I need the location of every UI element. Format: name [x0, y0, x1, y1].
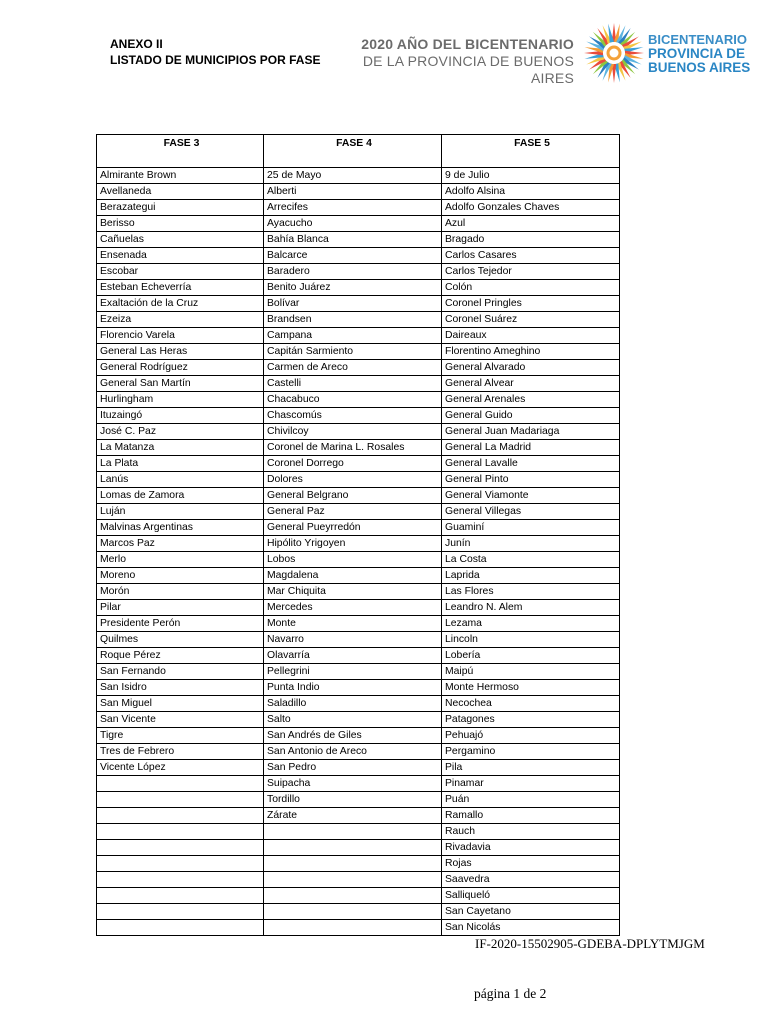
table-cell: Berisso	[97, 216, 264, 232]
table-cell: Florentino Ameghino	[442, 344, 620, 360]
sun-seal-icon	[583, 22, 645, 84]
table-row	[97, 280, 620, 296]
table-cell: Chacabuco	[264, 392, 442, 408]
table-cell: Castelli	[264, 376, 442, 392]
table-row	[97, 504, 620, 520]
table-cell: Bahía Blanca	[264, 232, 442, 248]
table-cell: Morón	[97, 584, 264, 600]
table-cell: Ituzaingó	[97, 408, 264, 424]
table-cell: San Miguel	[97, 696, 264, 712]
table-cell: Benito Juárez	[264, 280, 442, 296]
table-cell: Guaminí	[442, 520, 620, 536]
table-row	[97, 520, 620, 536]
table-cell: Laprida	[442, 568, 620, 584]
table-cell: Campana	[264, 328, 442, 344]
table-cell	[264, 824, 442, 840]
banner-line-2: DE LA PROVINCIA DE BUENOS AIRES	[362, 53, 574, 86]
table-cell: San Cayetano	[442, 904, 620, 920]
table-row	[97, 648, 620, 664]
table-row	[97, 616, 620, 632]
table-row	[97, 824, 620, 840]
table-row	[97, 568, 620, 584]
table-row	[97, 360, 620, 376]
table-cell: Magdalena	[264, 568, 442, 584]
table-cell: Baradero	[264, 264, 442, 280]
table-cell: Exaltación de la Cruz	[97, 296, 264, 312]
table-cell: San Antonio de Areco	[264, 744, 442, 760]
table-row	[97, 856, 620, 872]
brand-line-2: PROVINCIA DE	[648, 46, 746, 61]
table-cell: Escobar	[97, 264, 264, 280]
table-cell: Monte Hermoso	[442, 680, 620, 696]
table-row	[97, 744, 620, 760]
table-cell: Adolfo Gonzales Chaves	[442, 200, 620, 216]
table-cell: Malvinas Argentinas	[97, 520, 264, 536]
table-cell	[97, 840, 264, 856]
table-cell: 25 de Mayo	[264, 168, 442, 184]
table-cell	[264, 856, 442, 872]
table-cell: Rauch	[442, 824, 620, 840]
table-cell	[97, 856, 264, 872]
table-row	[97, 808, 620, 824]
table-cell: Moreno	[97, 568, 264, 584]
table-header-row	[97, 135, 620, 168]
table-cell: Puán	[442, 792, 620, 808]
table-row	[97, 680, 620, 696]
table-row	[97, 536, 620, 552]
table-row	[97, 600, 620, 616]
table-cell	[264, 872, 442, 888]
table-cell: Lincoln	[442, 632, 620, 648]
table-cell: Bolívar	[264, 296, 442, 312]
table-cell: Pehuajó	[442, 728, 620, 744]
table-cell: Cañuelas	[97, 232, 264, 248]
table-row	[97, 312, 620, 328]
table-cell: Pinamar	[442, 776, 620, 792]
table-row	[97, 488, 620, 504]
table-cell: Chivilcoy	[264, 424, 442, 440]
table-cell: San Vicente	[97, 712, 264, 728]
table-cell	[97, 872, 264, 888]
table-row	[97, 296, 620, 312]
table-cell: Alberti	[264, 184, 442, 200]
table-cell: San Isidro	[97, 680, 264, 696]
table-row	[97, 664, 620, 680]
list-subtitle: LISTADO DE MUNICIPIOS POR FASE	[110, 53, 321, 67]
table-cell: General Rodríguez	[97, 360, 264, 376]
table-row	[97, 872, 620, 888]
table-row	[97, 632, 620, 648]
table-row	[97, 408, 620, 424]
table-cell: Coronel Dorrego	[264, 456, 442, 472]
table-cell: General San Martín	[97, 376, 264, 392]
table-row	[97, 424, 620, 440]
table-cell: Lomas de Zamora	[97, 488, 264, 504]
table-cell: San Pedro	[264, 760, 442, 776]
table-cell: Salto	[264, 712, 442, 728]
table-row	[97, 216, 620, 232]
table-cell: General Alvear	[442, 376, 620, 392]
table-row	[97, 584, 620, 600]
table-cell: Carmen de Areco	[264, 360, 442, 376]
table-cell: Ayacucho	[264, 216, 442, 232]
table-row	[97, 232, 620, 248]
table-row	[97, 712, 620, 728]
table-cell: San Andrés de Giles	[264, 728, 442, 744]
table-row	[97, 888, 620, 904]
table-cell: Chascomús	[264, 408, 442, 424]
table-cell: Quilmes	[97, 632, 264, 648]
table-row	[97, 376, 620, 392]
table-row	[97, 248, 620, 264]
table-cell: General Arenales	[442, 392, 620, 408]
table-cell: Ramallo	[442, 808, 620, 824]
table-cell: Daireaux	[442, 328, 620, 344]
column-header: FASE 5	[442, 135, 620, 168]
table-row	[97, 200, 620, 216]
table-cell: Pilar	[97, 600, 264, 616]
table-cell: Marcos Paz	[97, 536, 264, 552]
table-row	[97, 392, 620, 408]
table-row	[97, 440, 620, 456]
table-cell: Merlo	[97, 552, 264, 568]
table-cell: Lobos	[264, 552, 442, 568]
table-cell: Luján	[97, 504, 264, 520]
table-cell: Vicente López	[97, 760, 264, 776]
table-cell: General Villegas	[442, 504, 620, 520]
table-cell: Junín	[442, 536, 620, 552]
document-id: IF-2020-15502905-GDEBA-DPLYTMJGM	[475, 936, 705, 951]
table-cell: José C. Paz	[97, 424, 264, 440]
table-cell: Saladillo	[264, 696, 442, 712]
table-cell	[264, 888, 442, 904]
table-cell: Punta Indio	[264, 680, 442, 696]
table-cell	[97, 808, 264, 824]
table-cell: General Pinto	[442, 472, 620, 488]
table-row	[97, 328, 620, 344]
table-cell: 9 de Julio	[442, 168, 620, 184]
table-cell	[97, 888, 264, 904]
table-cell: San Nicolás	[442, 920, 620, 936]
table-cell: Lanús	[97, 472, 264, 488]
table-cell: Navarro	[264, 632, 442, 648]
table-cell: Olavarría	[264, 648, 442, 664]
table-cell	[97, 792, 264, 808]
table-cell	[97, 776, 264, 792]
table-cell: La Costa	[442, 552, 620, 568]
table-cell: Berazategui	[97, 200, 264, 216]
table-cell: Florencio Varela	[97, 328, 264, 344]
table-row	[97, 552, 620, 568]
table-row	[97, 472, 620, 488]
table-cell: Salliqueló	[442, 888, 620, 904]
brand-line-3: BUENOS AIRES	[648, 60, 751, 75]
table-cell: Balcarce	[264, 248, 442, 264]
table-cell: Azul	[442, 216, 620, 232]
table-cell: Hurlingham	[97, 392, 264, 408]
table-cell: Capitán Sarmiento	[264, 344, 442, 360]
table-row	[97, 760, 620, 776]
table-row	[97, 920, 620, 936]
column-header: FASE 4	[264, 135, 442, 168]
table-cell: General Guido	[442, 408, 620, 424]
table-cell: Ensenada	[97, 248, 264, 264]
table-cell: General Paz	[264, 504, 442, 520]
table-row	[97, 792, 620, 808]
municipalities-table	[96, 134, 620, 936]
table-cell: Pergamino	[442, 744, 620, 760]
table-cell: Bragado	[442, 232, 620, 248]
table-row	[97, 264, 620, 280]
document-heading	[110, 36, 320, 68]
table-cell: Leandro N. Alem	[442, 600, 620, 616]
table-cell: Hipólito Yrigoyen	[264, 536, 442, 552]
table-cell: Rojas	[442, 856, 620, 872]
table-cell: Carlos Casares	[442, 248, 620, 264]
table-cell: Pila	[442, 760, 620, 776]
table-cell: Rivadavia	[442, 840, 620, 856]
table-cell: Brandsen	[264, 312, 442, 328]
table-cell: Dolores	[264, 472, 442, 488]
banner-line-1: 2020 AÑO DEL BICENTENARIO	[361, 36, 574, 52]
annex-title: ANEXO II	[110, 37, 163, 51]
bicentenary-banner	[352, 36, 574, 87]
page-number: página 1 de 2	[474, 986, 547, 1001]
table-cell: Zárate	[264, 808, 442, 824]
table-cell: Lobería	[442, 648, 620, 664]
table-cell: General Lavalle	[442, 456, 620, 472]
table-cell: Lezama	[442, 616, 620, 632]
table-cell: La Matanza	[97, 440, 264, 456]
table-cell: Tigre	[97, 728, 264, 744]
table-cell: Mercedes	[264, 600, 442, 616]
table-cell: Ezeiza	[97, 312, 264, 328]
table-cell: General Belgrano	[264, 488, 442, 504]
table-row	[97, 184, 620, 200]
table-cell: Arrecifes	[264, 200, 442, 216]
table-cell: Avellaneda	[97, 184, 264, 200]
table-cell	[264, 840, 442, 856]
brand-wordmark	[648, 33, 750, 75]
table-cell: General La Madrid	[442, 440, 620, 456]
table-cell: Almirante Brown	[97, 168, 264, 184]
table-cell: General Juan Madariaga	[442, 424, 620, 440]
table-cell: General Las Heras	[97, 344, 264, 360]
table-cell: Carlos Tejedor	[442, 264, 620, 280]
table-cell: Las Flores	[442, 584, 620, 600]
table-cell: General Viamonte	[442, 488, 620, 504]
table-cell: San Fernando	[97, 664, 264, 680]
table-cell: Suipacha	[264, 776, 442, 792]
table-row	[97, 696, 620, 712]
table-cell: Necochea	[442, 696, 620, 712]
table-cell: Tres de Febrero	[97, 744, 264, 760]
table-cell: Colón	[442, 280, 620, 296]
table-cell	[97, 824, 264, 840]
table-cell: Tordillo	[264, 792, 442, 808]
table-cell	[264, 904, 442, 920]
table-cell: Coronel de Marina L. Rosales	[264, 440, 442, 456]
table-cell: Patagones	[442, 712, 620, 728]
brand-line-1: BICENTENARIO	[648, 32, 747, 47]
table-cell: General Pueyrredón	[264, 520, 442, 536]
table-row	[97, 776, 620, 792]
table-row	[97, 728, 620, 744]
column-header: FASE 3	[97, 135, 264, 168]
table-cell: Coronel Suárez	[442, 312, 620, 328]
table-row	[97, 840, 620, 856]
table-cell: La Plata	[97, 456, 264, 472]
table-cell	[97, 904, 264, 920]
table-cell: Adolfo Alsina	[442, 184, 620, 200]
table-cell: Esteban Echeverría	[97, 280, 264, 296]
table-cell: Saavedra	[442, 872, 620, 888]
table-row	[97, 168, 620, 184]
table-cell: Monte	[264, 616, 442, 632]
table-cell: Mar Chiquita	[264, 584, 442, 600]
table-row	[97, 904, 620, 920]
table-cell: Maipú	[442, 664, 620, 680]
table-cell: Roque Pérez	[97, 648, 264, 664]
table-cell	[264, 920, 442, 936]
table-cell: General Alvarado	[442, 360, 620, 376]
table-cell	[97, 920, 264, 936]
table-row	[97, 344, 620, 360]
table-cell: Presidente Perón	[97, 616, 264, 632]
table-cell: Coronel Pringles	[442, 296, 620, 312]
table-cell: Pellegrini	[264, 664, 442, 680]
table-row	[97, 456, 620, 472]
